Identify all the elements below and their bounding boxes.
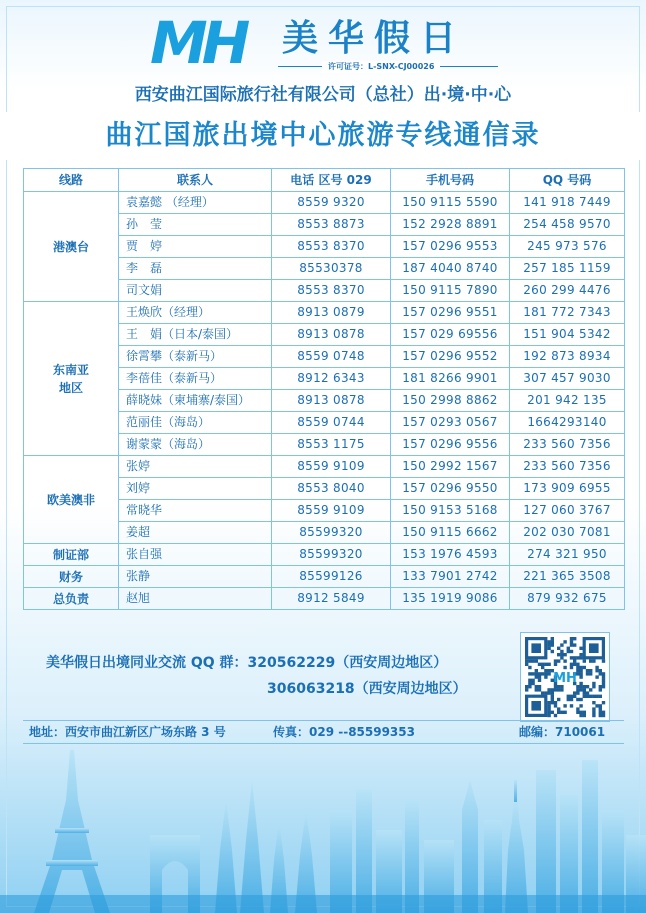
qr-module [599,704,602,707]
qr-module [570,704,573,707]
phone-cell: 8553 8370 [272,236,391,258]
contact-cell: 刘婷 [119,478,272,500]
qr-module [570,640,573,643]
qr-module [563,659,566,662]
qr-module [531,659,534,662]
qr-module [531,682,534,685]
contact-cell: 李 磊 [119,258,272,280]
qr-module [579,688,582,691]
qr-module [551,698,554,701]
qr-module [567,650,570,653]
qr-module [599,669,602,672]
qr-module [538,672,541,675]
qr-module [551,688,554,691]
qr-module [525,685,528,688]
qr-module [557,698,560,701]
contact-cell: 王 娟（日本/泰国） [119,324,272,346]
phone-cell: 8912 5849 [272,588,391,610]
directory-table [23,168,625,610]
qq-cell: 260 299 4476 [510,280,625,302]
qr-module [535,669,538,672]
qr-module [557,647,560,650]
qr-module [544,672,547,675]
phone-cell: 8559 9320 [272,192,391,214]
header-mobile: 手机号码 [391,169,510,192]
qr-module [583,666,586,669]
qr-module [592,707,595,710]
qr-module [570,643,573,646]
qq-cell: 221 365 3508 [510,566,625,588]
qr-module [544,691,547,694]
qq-cell: 879 932 675 [510,588,625,610]
qr-module [541,691,544,694]
mobile-cell: 157 0293 0567 [391,412,510,434]
qq-cell: 127 060 3767 [510,500,625,522]
qr-module [573,663,576,666]
qr-module [538,688,541,691]
qr-module [551,637,554,640]
qr-module [576,691,579,694]
route-label: 财务 [58,569,83,584]
qr-module [599,695,602,698]
qr-finder [589,643,599,653]
contact-cell: 王焕欣（经理） [119,302,272,324]
route-cell [24,192,119,302]
qr-module [538,679,541,682]
qr-module [541,666,544,669]
qr-module [551,711,554,714]
mobile-cell: 152 2928 8891 [391,214,510,236]
qr-module [579,653,582,656]
qq-group-line2: 306063218（西安周边地区） [267,681,467,697]
qr-module [557,653,560,656]
phone-cell: 8913 0878 [272,390,391,412]
qr-finder [531,643,541,653]
table-row [24,302,625,324]
qr-module [551,643,554,646]
qr-module [570,663,573,666]
directory-table-wrap [23,168,624,610]
qq-cell: 233 560 7356 [510,434,625,456]
qr-module [573,695,576,698]
mobile-cell: 157 0296 9552 [391,346,510,368]
qr-module [583,711,586,714]
route-label: 港澳台 [52,239,89,254]
route-label: 东南亚 [52,362,89,377]
qr-module [583,691,586,694]
route-label: 总负责 [52,591,89,606]
route-cell [24,456,119,544]
qr-module [583,714,586,717]
qr-module [563,640,566,643]
phone-cell: 8553 1175 [272,434,391,456]
qr-module [583,659,586,662]
qr-module [551,691,554,694]
phone-cell: 85599320 [272,544,391,566]
qr-module [602,685,605,688]
qq-group-line1: 美华假日出境同业交流 QQ 群：320562229（西安周边地区） [46,655,448,671]
qr-module [535,659,538,662]
header-phone: 电话 区号 029 [272,169,391,192]
qr-module [557,688,560,691]
qr-module [554,663,557,666]
qr-module [538,663,541,666]
qq-cell: 257 185 1159 [510,258,625,280]
table-row [24,566,625,588]
brand-name: 美华假日 [282,17,467,59]
fax: 传真：029 --85599353 [273,725,415,739]
qr-module [551,640,554,643]
qr-module [579,698,582,701]
phone-cell: 85599126 [272,566,391,588]
contact-cell: 徐霄攀（泰新马） [119,346,272,368]
qr-module [567,647,570,650]
qq-cell: 1664293140 [510,412,625,434]
mobile-cell: 150 9115 5590 [391,192,510,214]
qr-module [592,711,595,714]
qr-module [535,685,538,688]
qr-module [547,704,550,707]
qr-module [525,659,528,662]
contact-cell: 李蓓佳（泰新马） [119,368,272,390]
postcode: 邮编：710061 [519,725,606,739]
qr-module [547,714,550,717]
qr-module [595,695,598,698]
qr-module [599,685,602,688]
qr-module [592,659,595,662]
mobile-cell: 135 1919 9086 [391,588,510,610]
route-label: 制证部 [52,547,89,562]
qr-module [544,669,547,672]
brand-header [150,9,510,82]
qr-module [570,666,573,669]
qr-module [541,672,544,675]
route-cell [24,588,119,610]
qr-module [602,679,605,682]
qr-module [586,672,589,675]
qr-module [589,672,592,675]
phone-cell: 8913 0879 [272,302,391,324]
qr-module [547,691,550,694]
qr-module [551,695,554,698]
qr-module [592,695,595,698]
qr-module [576,656,579,659]
qr-module [560,643,563,646]
qr-module [560,650,563,653]
qq-cell: 274 321 950 [510,544,625,566]
qr-module [576,663,579,666]
qr-module [592,701,595,704]
qr-module [579,675,582,678]
qr-module [528,679,531,682]
contact-cell: 常晓华 [119,500,272,522]
qr-module [589,695,592,698]
qr-module [595,704,598,707]
qr-module [547,647,550,650]
mobile-cell: 157 0296 9551 [391,302,510,324]
qr-module [563,653,566,656]
qr-module [583,685,586,688]
qr-module [570,650,573,653]
qr-module [547,663,550,666]
table-row [24,544,625,566]
qq-cell: 173 909 6955 [510,478,625,500]
phone-cell: 8559 0748 [272,346,391,368]
qr-module [576,711,579,714]
skyline-illustration [0,740,646,913]
qr-module [602,659,605,662]
qr-module [592,682,595,685]
qr-module [567,695,570,698]
table-row [24,588,625,610]
qq-cell: 307 457 9030 [510,368,625,390]
qr-module [583,688,586,691]
qr-module [525,663,528,666]
qr-module [563,704,566,707]
qq-cell: 192 873 8934 [510,346,625,368]
qr-module [579,714,582,717]
qr-module [573,643,576,646]
qr-module [576,707,579,710]
qr-module [579,656,582,659]
phone-cell: 8553 8370 [272,280,391,302]
table-header-row [24,169,625,192]
qr-module [544,675,547,678]
mobile-cell: 187 4040 8740 [391,258,510,280]
qr-module [525,688,528,691]
qr-module [589,688,592,691]
contact-cell: 张自强 [119,544,272,566]
qr-module [554,688,557,691]
qr-code-graphic [521,633,609,721]
phone-cell: 8553 8873 [272,214,391,236]
contact-cell: 孙 莹 [119,214,272,236]
qr-module [563,711,566,714]
qr-module [595,666,598,669]
qr-module [579,666,582,669]
contact-cell: 张静 [119,566,272,588]
qr-module [528,682,531,685]
qr-finder [531,701,541,711]
header-route: 线路 [24,169,119,192]
qr-module [595,675,598,678]
qr-module [567,698,570,701]
header-contact: 联系人 [119,169,272,192]
phone-cell: 8913 0878 [272,324,391,346]
mobile-cell: 150 9115 6662 [391,522,510,544]
qr-module [599,688,602,691]
qr-module [554,714,557,717]
mobile-cell: 133 7901 2742 [391,566,510,588]
qr-module [573,691,576,694]
qr-module [554,704,557,707]
phone-cell: 8559 9109 [272,456,391,478]
qr-module [547,672,550,675]
qr-module [547,688,550,691]
qr-module [557,659,560,662]
phone-cell: 85530378 [272,258,391,280]
qq-cell: 201 942 135 [510,390,625,412]
mobile-cell: 157 0296 9556 [391,434,510,456]
qr-module [579,685,582,688]
qq-cell: 151 904 5342 [510,324,625,346]
qr-module [602,675,605,678]
contact-cell: 张婷 [119,456,272,478]
contact-cell: 薛晓妹（柬埔寨/泰国） [119,390,272,412]
contact-cell: 姜超 [119,522,272,544]
qq-cell: 181 772 7343 [510,302,625,324]
qr-module [557,711,560,714]
qr-module [570,656,573,659]
qr-module [576,688,579,691]
qr-module [579,711,582,714]
qr-module [570,698,573,701]
qr-module [541,663,544,666]
qr-module [560,653,563,656]
qr-module [589,669,592,672]
qr-module [602,701,605,704]
qr-module [589,659,592,662]
mobile-cell: 181 8266 9901 [391,368,510,390]
qr-module [531,679,534,682]
qq-cell: 245 973 576 [510,236,625,258]
mobile-cell: 157 0296 9550 [391,478,510,500]
qr-module [579,647,582,650]
qr-module [535,688,538,691]
qr-module [586,669,589,672]
qr-module [602,711,605,714]
qr-module [583,695,586,698]
qq-cell: 202 030 7081 [510,522,625,544]
qr-module [573,656,576,659]
route-cell [24,544,119,566]
qr-module [599,672,602,675]
qr-module [602,682,605,685]
qr-module [573,637,576,640]
qr-module [547,701,550,704]
qr-module [547,707,550,710]
qr-module [602,714,605,717]
qr-module [560,656,563,659]
qr-module [573,659,576,662]
skyline-buildings [34,750,646,913]
qr-module [528,666,531,669]
mobile-cell: 150 9115 7890 [391,280,510,302]
mobile-cell: 150 2998 8862 [391,390,510,412]
contact-cell: 贾 婷 [119,236,272,258]
contact-cell: 赵旭 [119,588,272,610]
license-number: 许可证号：L-SNX-CJ00026 [322,61,440,73]
qr-module [554,701,557,704]
qr-module [547,643,550,646]
qr-module [538,675,541,678]
qr-module [586,695,589,698]
mobile-cell: 150 2992 1567 [391,456,510,478]
qr-module [586,685,589,688]
page-title: 曲江国旅出境中心旅游专线通信录 [105,120,541,151]
qr-module [579,672,582,675]
qq-cell: 233 560 7356 [510,456,625,478]
qr-module [538,685,541,688]
phone-cell: 8553 8040 [272,478,391,500]
route-label-line2: 地区 [58,380,83,395]
table-row [24,192,625,214]
table-body [24,192,625,610]
qr-module [544,663,547,666]
qr-code [520,632,610,722]
address: 地址：西安市曲江新区广场东路 3 号 [29,725,226,739]
table-row [24,456,625,478]
qr-module [547,640,550,643]
contact-cell: 袁嘉懿 （经理） [119,192,272,214]
qr-module [595,669,598,672]
qr-module [551,650,554,653]
phone-cell: 8912 6343 [272,368,391,390]
phone-cell: 8559 9109 [272,500,391,522]
skyline-ground [0,895,646,913]
qr-module [579,704,582,707]
qr-module [528,672,531,675]
qr-module [592,685,595,688]
mobile-cell: 150 9153 5168 [391,500,510,522]
mobile-cell: 157 029 69556 [391,324,510,346]
qr-module [560,711,563,714]
contact-cell: 范丽佳（海岛） [119,412,272,434]
header-qq: QQ 号码 [510,169,625,192]
qq-cell: 141 918 7449 [510,192,625,214]
contact-cell: 谢蒙蒙（海岛） [119,434,272,456]
qr-module [547,669,550,672]
qr-module [560,688,563,691]
qr-module [535,675,538,678]
qr-module [599,714,602,717]
mobile-cell: 157 0296 9553 [391,236,510,258]
qr-module [551,701,554,704]
mobile-cell: 153 1976 4593 [391,544,510,566]
route-cell [24,566,119,588]
qr-module [579,669,582,672]
qr-module [576,698,579,701]
route-cell [24,302,119,456]
qr-module [599,707,602,710]
qr-module [602,672,605,675]
qr-module [570,637,573,640]
qr-module [531,672,534,675]
qr-module [557,707,560,710]
qr-module [563,666,566,669]
qr-module [547,711,550,714]
company-name: 西安曲江国际旅行社有限公司（总社）出·境·中·心 [134,85,512,105]
qr-module [535,672,538,675]
qr-center-label: MH [553,671,577,686]
qr-module [528,659,531,662]
qr-module [576,666,579,669]
qr-module [554,659,557,662]
qq-cell: 254 458 9570 [510,214,625,236]
route-label: 欧美澳非 [46,492,95,507]
phone-cell: 85599320 [272,522,391,544]
qr-module [586,691,589,694]
contact-cell: 司文娟 [119,280,272,302]
qr-module [592,714,595,717]
qr-module [599,711,602,714]
qr-module [579,682,582,685]
qr-module [528,685,531,688]
brand-logo: MH [150,9,245,77]
qr-module [570,695,573,698]
phone-cell: 8559 0744 [272,412,391,434]
